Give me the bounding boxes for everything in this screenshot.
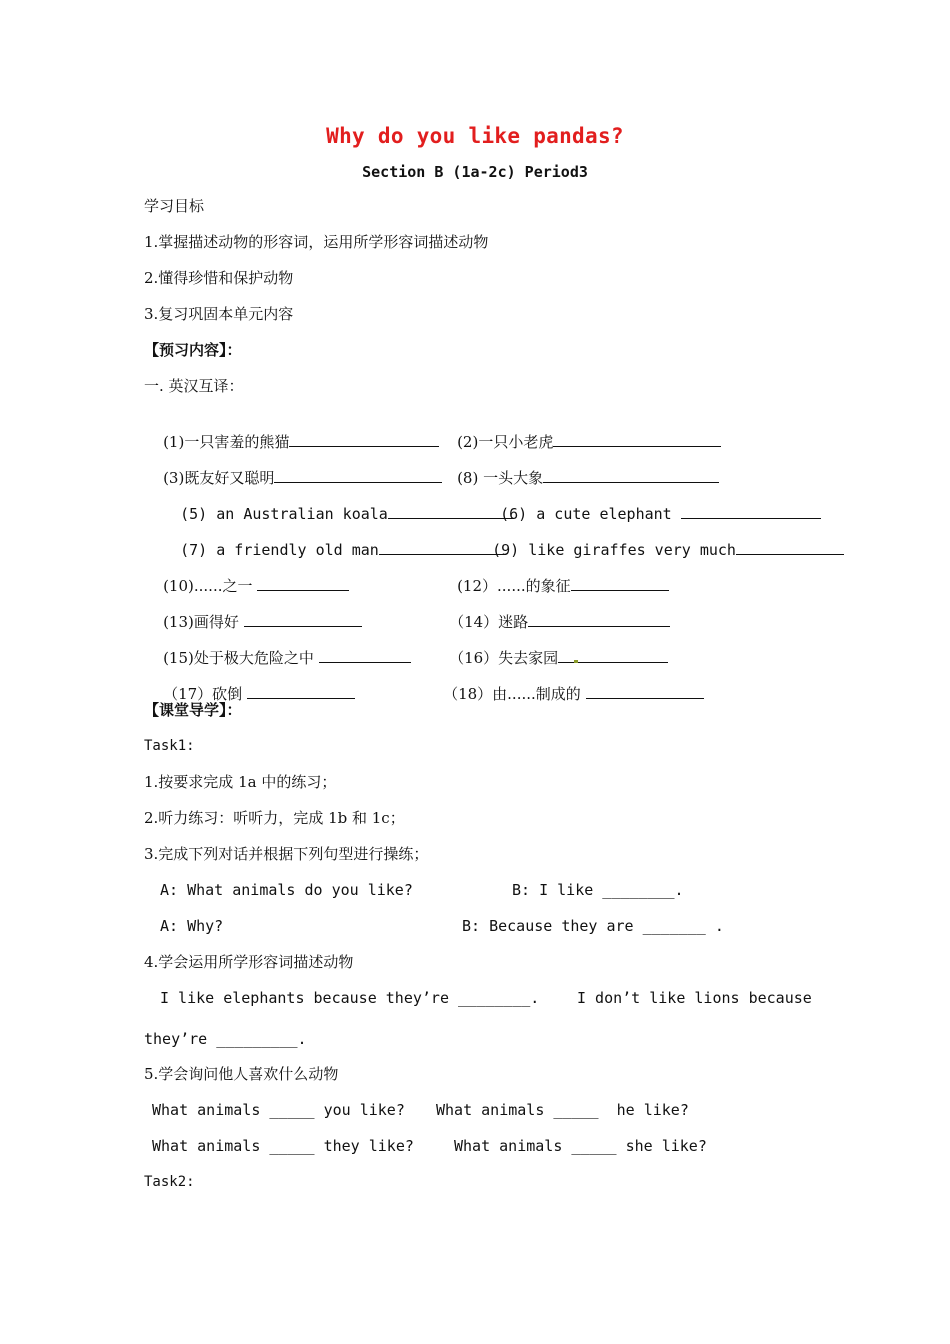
translation-item: (15)处于极大危险之中 <box>144 628 411 688</box>
translation-item: （18）由......制成的 <box>424 664 704 724</box>
translation-heading: 一. 英汉互译： <box>144 377 244 395</box>
answer-blank[interactable] <box>543 468 719 483</box>
task2-label: Task2: <box>144 1174 195 1190</box>
objective-item: 3.复习巩固本单元内容 <box>144 305 294 323</box>
dialog-line: A: Why? <box>160 917 224 935</box>
answer-blank[interactable] <box>586 684 704 699</box>
translation-item: （14）迷路 <box>430 592 670 652</box>
translation-item: (7) a friendly old man <box>144 520 505 580</box>
translation-item: (6) a cute elephant <box>464 484 821 544</box>
task-item: 5.学会询问他人喜欢什么动物 <box>144 1065 339 1083</box>
question-line: What animals _____ you like? <box>152 1101 405 1119</box>
answer-blank[interactable] <box>528 612 670 627</box>
objective-item: 1.掌握描述动物的形容词，运用所学形容词描述动物 <box>144 233 489 251</box>
translation-item: (3)既友好又聪明 <box>144 448 442 508</box>
translation-item: （17）砍倒 <box>144 664 355 724</box>
answer-blank[interactable] <box>571 576 669 591</box>
question-line: What animals _____ they like? <box>152 1137 414 1155</box>
task-item: 4.学会运用所学形容词描述动物 <box>144 953 354 971</box>
task-item: 1.按要求完成 1a 中的练习； <box>144 773 337 791</box>
translation-item: (12）......的象征 <box>438 556 669 616</box>
translation-item: (5) an Australian koala <box>144 484 514 544</box>
answer-blank[interactable] <box>553 432 721 447</box>
practice-sentence: they’re _________. <box>144 1030 307 1048</box>
translation-item: (8) 一头大象 <box>438 448 719 508</box>
answer-blank[interactable] <box>289 432 439 447</box>
dialog-line: B: Because they are _______ . <box>462 917 724 935</box>
page-title: Why do you like pandas? <box>326 124 624 148</box>
answer-blank[interactable] <box>257 576 349 591</box>
task1-label: Task1: <box>144 738 195 754</box>
answer-blank[interactable] <box>319 648 411 663</box>
answer-blank[interactable] <box>274 468 442 483</box>
page-subtitle: Section B (1a-2c) Period3 <box>362 163 588 181</box>
translation-item: (9) like giraffes very much <box>456 520 844 580</box>
question-line: What animals _____ she like? <box>454 1137 707 1155</box>
question-line: What animals _____ he like? <box>436 1101 689 1119</box>
answer-blank[interactable] <box>244 612 362 627</box>
preview-heading: 【预习内容】： <box>144 341 242 359</box>
translation-item: （16）失去家园 <box>430 628 578 688</box>
ink-dot <box>574 660 578 663</box>
objectives-heading: 学习目标 <box>144 197 205 215</box>
answer-blank[interactable] <box>247 684 355 699</box>
translation-item: (1)一只害羞的熊猫 <box>144 412 439 472</box>
task-item: 2.听力练习：听听力，完成 1b 和 1c； <box>144 809 405 827</box>
classroom-heading: 【课堂导学】： <box>144 701 242 719</box>
dialog-line: A: What animals do you like? <box>160 881 413 899</box>
answer-blank[interactable] <box>681 504 821 519</box>
answer-blank[interactable] <box>736 540 844 555</box>
dialog-line: B: I like ________. <box>512 881 684 899</box>
task-item: 3.完成下列对话并根据下列句型进行操练； <box>144 845 429 863</box>
practice-sentence: I don’t like lions because <box>577 989 812 1007</box>
translation-item: (13)画得好 <box>144 592 362 652</box>
translation-item: (2)一只小老虎 <box>438 412 721 472</box>
objective-item: 2.懂得珍惜和保护动物 <box>144 269 294 287</box>
translation-item: (10)......之一 <box>144 556 349 616</box>
practice-sentence: I like elephants because they’re ________. <box>160 989 540 1007</box>
